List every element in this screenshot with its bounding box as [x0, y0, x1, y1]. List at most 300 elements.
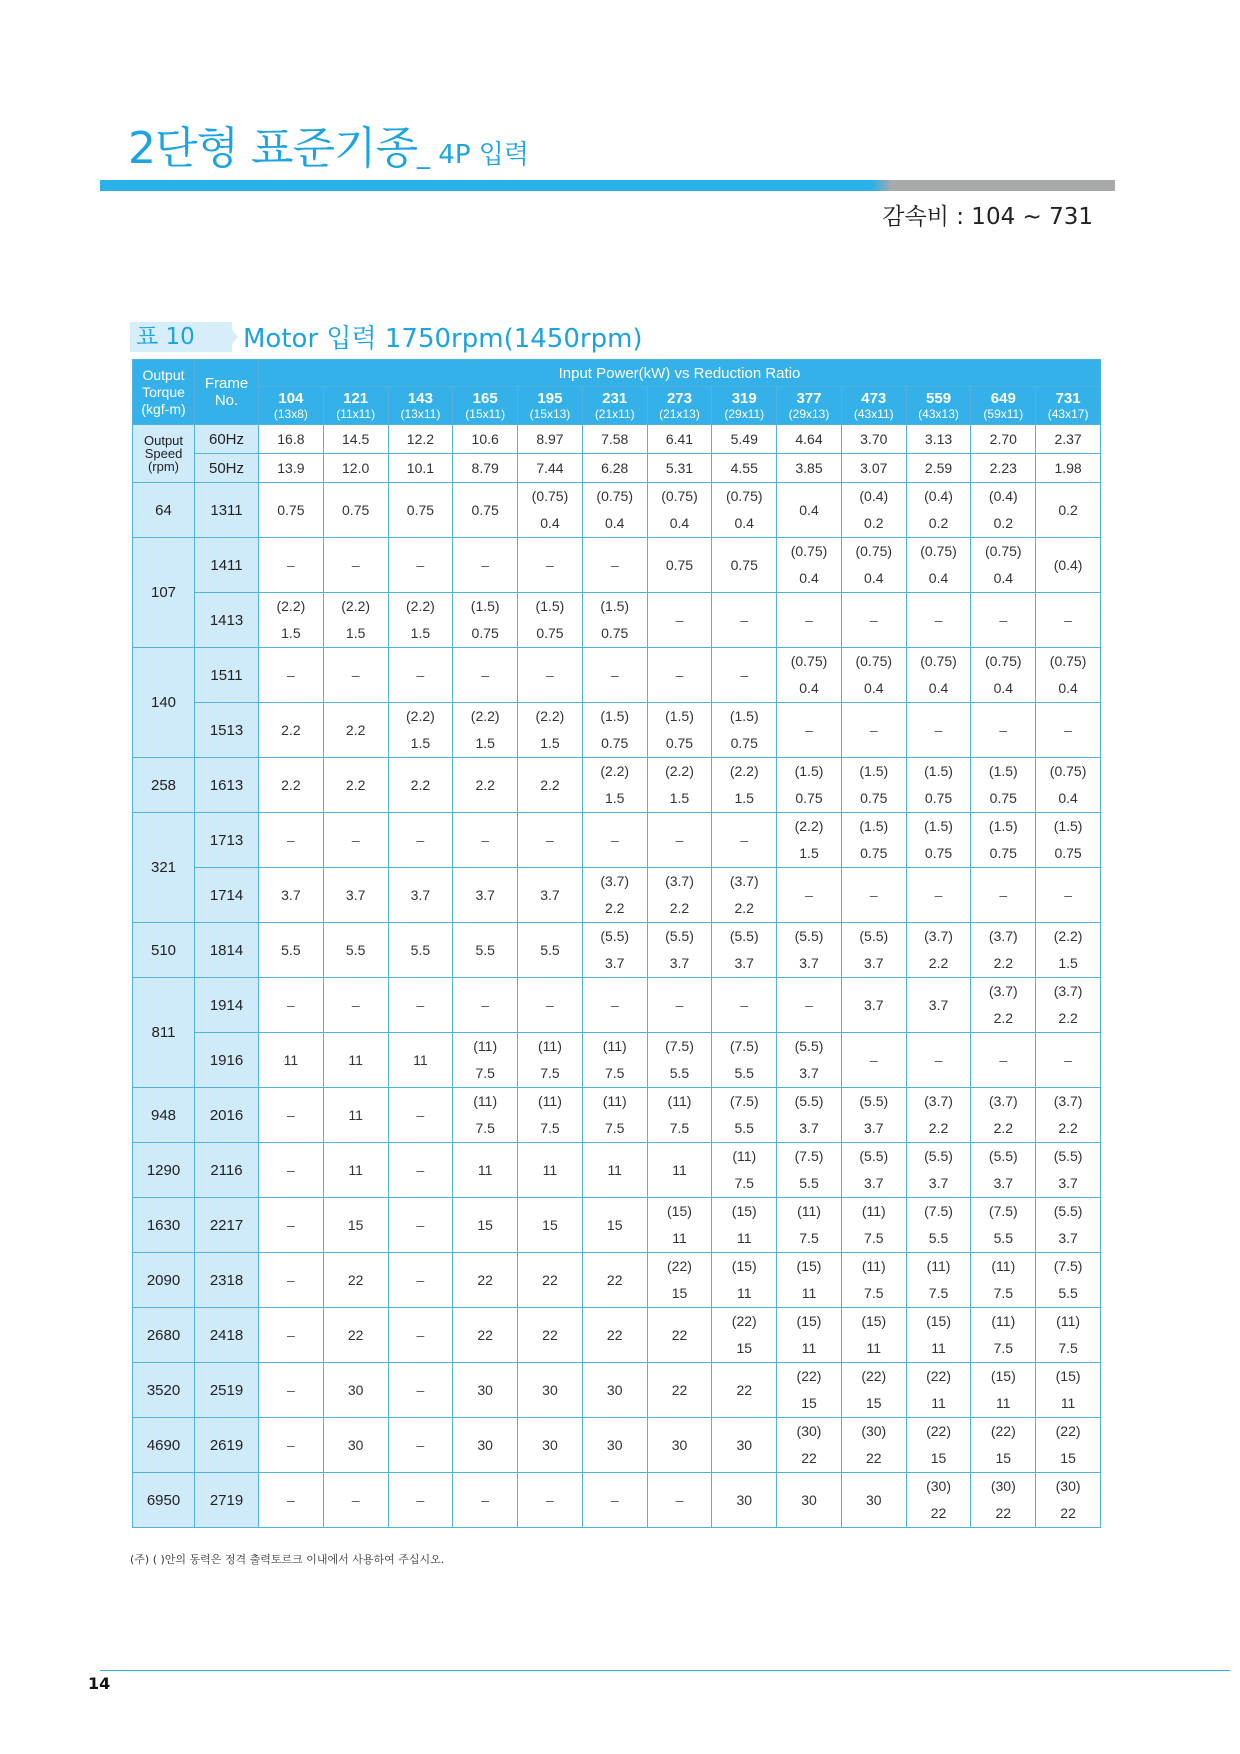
power-cell: [1036, 1473, 1101, 1528]
power-max-value: (2.2): [535, 708, 565, 724]
power-max-value: (0.75): [661, 488, 698, 504]
power-cell: [323, 538, 388, 593]
power-max-value: (22): [990, 1423, 1016, 1439]
power-cell: [259, 1363, 324, 1418]
power-cell: [453, 1418, 518, 1473]
power-cell: [777, 538, 842, 593]
power-cell: [971, 648, 1036, 703]
power-cell: [712, 483, 777, 538]
power-max-value: (0.75): [855, 653, 893, 669]
power-value: –: [1064, 887, 1072, 903]
power-max-value: (1.5): [729, 708, 759, 724]
power-cell: [388, 593, 453, 648]
power-value: 0.4: [928, 680, 949, 696]
power-value: 0.75: [924, 790, 953, 806]
power-max-value: (7.5): [1053, 1258, 1083, 1274]
power-value: –: [869, 612, 878, 628]
power-value: –: [481, 832, 490, 848]
power-value: –: [869, 887, 878, 903]
power-value: 15: [477, 1217, 493, 1233]
table-row: [133, 1198, 1101, 1253]
power-cell: [906, 978, 971, 1033]
ratio-value: 731: [1055, 390, 1081, 407]
power-max-value: (22): [926, 1423, 951, 1439]
speed-cell: 3.85: [777, 454, 842, 483]
power-cell: [712, 1198, 777, 1253]
frame-cell: 1914: [195, 978, 259, 1033]
power-value: 30: [606, 1437, 623, 1453]
power-cell: [453, 648, 518, 703]
power-max-value: (30): [926, 1478, 951, 1494]
power-value: 11: [348, 1162, 363, 1178]
power-cell: [906, 1473, 971, 1528]
power-value: 15: [801, 1395, 817, 1411]
power-value: 2.2: [993, 955, 1014, 971]
power-max-value: (3.7): [1053, 983, 1083, 999]
power-max-value: (0.75): [920, 653, 957, 669]
power-cell: [777, 978, 842, 1033]
page-title-main: 2단형 표준기종: [128, 123, 418, 174]
ratio-value: 473: [861, 390, 887, 407]
power-cell: [518, 1308, 583, 1363]
power-cell: [259, 1473, 324, 1528]
power-value: 3.7: [864, 1120, 884, 1136]
ratio-header: [323, 387, 388, 425]
power-value: 0.2: [864, 515, 884, 531]
power-cell: [971, 923, 1036, 978]
power-value: –: [416, 997, 425, 1013]
power-cell: [259, 758, 324, 813]
power-cell: [1036, 813, 1101, 868]
power-value: –: [546, 557, 554, 573]
power-cell: [777, 868, 842, 923]
page-title-sub: _ 4P 입력: [417, 140, 529, 170]
power-value: 0.4: [864, 570, 884, 586]
power-value: –: [351, 997, 360, 1013]
power-max-value: (0.75): [725, 488, 763, 504]
power-value: 2.2: [345, 777, 366, 793]
frequency-label: 60Hz: [195, 425, 259, 454]
power-value: –: [546, 832, 554, 848]
power-max-value: (1.5): [535, 598, 565, 614]
power-cell: [906, 1363, 971, 1418]
power-max-value: (11): [732, 1148, 757, 1164]
power-value: –: [416, 557, 425, 573]
power-max-value: (22): [667, 1258, 692, 1274]
power-cell: [388, 1253, 453, 1308]
speed-label: Output Speed (rpm): [133, 425, 195, 483]
power-value: 11: [672, 1230, 687, 1246]
power-value: 0.4: [734, 515, 754, 531]
power-value: –: [481, 1492, 490, 1508]
power-value: –: [869, 722, 878, 738]
power-value: 11: [801, 1285, 817, 1301]
power-cell: [582, 978, 647, 1033]
speed-cell: 3.07: [841, 454, 906, 483]
power-cell: [388, 1143, 453, 1198]
power-value: 2.2: [993, 1120, 1014, 1136]
power-value: –: [740, 612, 749, 628]
ratio-value: 104: [278, 390, 304, 407]
power-cell: [712, 1308, 777, 1363]
power-value: –: [999, 1052, 1008, 1068]
power-cell: [259, 483, 324, 538]
power-value: 0.4: [540, 515, 560, 531]
power-cell: [777, 1418, 842, 1473]
power-cell: [518, 1418, 583, 1473]
speed-cell: 12.2: [388, 425, 453, 454]
speed-cell: 10.6: [453, 425, 518, 454]
gear-combination: (43x11): [853, 407, 894, 421]
speed-cell: 7.58: [582, 425, 647, 454]
power-value: 22: [347, 1272, 364, 1288]
power-cell: [453, 1198, 518, 1253]
power-value: 0.75: [795, 790, 823, 806]
power-cell: [323, 868, 388, 923]
power-cell: [323, 978, 388, 1033]
power-value: 3.7: [669, 955, 690, 971]
power-value: –: [999, 887, 1008, 903]
power-value: 3.7: [281, 887, 301, 903]
power-value: 3.7: [1058, 1230, 1078, 1246]
power-value: 2.2: [993, 1010, 1014, 1026]
torque-cell: 2680: [133, 1308, 195, 1363]
power-cell: [777, 813, 842, 868]
frame-cell: 2619: [195, 1418, 259, 1473]
power-max-value: (2.2): [794, 818, 824, 834]
power-value: –: [675, 667, 684, 683]
power-value: 0.75: [665, 557, 694, 573]
power-value: 3.7: [540, 887, 560, 903]
power-max-value: (0.4): [924, 488, 953, 504]
power-value: 5.5: [345, 942, 366, 958]
power-value: 22: [671, 1382, 688, 1398]
power-value: 0.75: [1054, 845, 1082, 861]
power-cell: [841, 978, 906, 1033]
power-cell: [841, 483, 906, 538]
power-cell: [323, 1033, 388, 1088]
power-cell: [259, 923, 324, 978]
power-max-value: (1.5): [470, 598, 500, 614]
page-number: 14: [88, 1674, 111, 1693]
power-value: (0.4): [1053, 557, 1083, 573]
power-max-value: (2.2): [729, 763, 759, 779]
power-value: 30: [347, 1437, 364, 1453]
title-underline: [100, 180, 1115, 191]
speed-row: [133, 425, 1101, 454]
power-value: 1.5: [604, 790, 625, 806]
power-value: 5.5: [928, 1230, 949, 1246]
table-row: [133, 1143, 1101, 1198]
power-cell: [388, 1418, 453, 1473]
power-cell: [906, 648, 971, 703]
power-value: 2.2: [1058, 1120, 1078, 1136]
power-cell: [388, 923, 453, 978]
frame-cell: 2016: [195, 1088, 259, 1143]
power-cell: [388, 1198, 453, 1253]
power-cell: [971, 978, 1036, 1033]
power-cell: [582, 593, 647, 648]
power-cell: [582, 1253, 647, 1308]
power-cell: [582, 1473, 647, 1528]
power-max-value: (15): [796, 1313, 822, 1329]
torque-cell: 4690: [133, 1418, 195, 1473]
table-row: [133, 1363, 1101, 1418]
power-cell: [647, 1308, 712, 1363]
torque-cell: 140: [133, 648, 195, 758]
table-row: [133, 813, 1101, 868]
power-value: 2.2: [604, 900, 625, 916]
power-max-value: (7.5): [988, 1203, 1018, 1219]
power-value: 2.2: [410, 777, 431, 793]
power-value: 0.2: [1058, 502, 1078, 518]
power-cell: [1036, 703, 1101, 758]
power-value: –: [1064, 722, 1072, 738]
power-cell: [518, 483, 583, 538]
power-value: –: [416, 1382, 425, 1398]
footnote: (주) ( )안의 동력은 정격 출력토르크 이내에서 사용하여 주십시오.: [130, 1553, 445, 1566]
power-value: 15: [995, 1450, 1012, 1466]
power-value: –: [351, 557, 360, 573]
power-cell: [518, 703, 583, 758]
frame-cell: 1411: [195, 538, 259, 593]
gear-combination: (29x11): [724, 407, 765, 421]
power-max-value: (2.2): [276, 598, 306, 614]
power-max-value: (2.2): [600, 763, 630, 779]
power-cell: [323, 758, 388, 813]
power-value: –: [610, 667, 619, 683]
power-value: 0.4: [928, 570, 949, 586]
power-value: –: [286, 1217, 295, 1233]
power-value: –: [610, 1492, 619, 1508]
power-cell: [971, 1253, 1036, 1308]
power-cell: [1036, 868, 1101, 923]
power-value: 30: [865, 1492, 882, 1508]
power-value: –: [740, 997, 749, 1013]
power-value: 0.75: [924, 845, 953, 861]
table-row: [133, 923, 1101, 978]
power-cell: [323, 1418, 388, 1473]
ratio-header: [906, 387, 971, 425]
power-value: 22: [671, 1327, 688, 1343]
ratio-value: 649: [990, 390, 1016, 407]
power-value: 15: [671, 1285, 688, 1301]
power-cell: [582, 483, 647, 538]
power-value: 3.7: [410, 887, 431, 903]
power-value: 2.2: [281, 722, 301, 738]
power-value: –: [481, 557, 490, 573]
speed-cell: 2.37: [1036, 425, 1101, 454]
power-max-value: (5.5): [1053, 1148, 1083, 1164]
power-max-value: (11): [538, 1093, 562, 1109]
power-value: 7.5: [993, 1340, 1014, 1356]
power-max-value: (11): [797, 1203, 821, 1219]
power-cell: [323, 648, 388, 703]
power-cell: [647, 1088, 712, 1143]
power-value: 22: [865, 1450, 882, 1466]
power-value: –: [286, 832, 295, 848]
frame-cell: 1311: [195, 483, 259, 538]
power-cell: [777, 1088, 842, 1143]
power-value: 15: [347, 1217, 364, 1233]
power-value: –: [740, 832, 749, 848]
power-cell: [518, 1363, 583, 1418]
power-cell: [712, 923, 777, 978]
table-caption: Motor 입력 1750rpm(1450rpm): [243, 324, 643, 354]
power-cell: [647, 483, 712, 538]
ratio-header: [841, 387, 906, 425]
table-row: [133, 758, 1101, 813]
power-cell: [906, 703, 971, 758]
power-cell: [259, 1198, 324, 1253]
power-value: 0.75: [536, 625, 564, 641]
power-max-value: (0.75): [1049, 653, 1087, 669]
power-value: 11: [607, 1162, 622, 1178]
speed-cell: 13.9: [259, 454, 324, 483]
power-max-value: (3.7): [988, 1093, 1018, 1109]
power-cell: [647, 703, 712, 758]
frame-cell: 1413: [195, 593, 259, 648]
power-value: 1.5: [475, 735, 495, 751]
power-value: –: [416, 667, 425, 683]
power-cell: [1036, 1418, 1101, 1473]
power-value: 5.5: [540, 942, 560, 958]
power-cell: [971, 813, 1036, 868]
power-cell: [582, 868, 647, 923]
power-value: 30: [801, 1492, 817, 1508]
power-cell: [906, 868, 971, 923]
power-cell: [906, 1088, 971, 1143]
speed-cell: 16.8: [259, 425, 324, 454]
ratio-value: 377: [796, 390, 822, 407]
power-value: 2.2: [928, 1120, 949, 1136]
power-max-value: (11): [991, 1258, 1016, 1274]
power-value: 30: [671, 1437, 688, 1453]
frame-cell: 1613: [195, 758, 259, 813]
power-cell: [518, 1198, 583, 1253]
power-value: –: [286, 1162, 295, 1178]
power-value: 3.7: [928, 997, 949, 1013]
frame-cell: 1713: [195, 813, 259, 868]
power-cell: [712, 1363, 777, 1418]
power-value: 3.7: [864, 955, 884, 971]
power-value: 2.2: [540, 777, 560, 793]
power-value: 0.75: [730, 735, 758, 751]
power-max-value: (15): [990, 1368, 1016, 1384]
power-max-value: (11): [991, 1313, 1016, 1329]
power-cell: [323, 593, 388, 648]
table-row: [133, 593, 1101, 648]
power-cell: [971, 1308, 1036, 1363]
power-value: –: [416, 1437, 425, 1453]
power-cell: [518, 868, 583, 923]
power-value: –: [481, 667, 490, 683]
power-value: 3.7: [1058, 1175, 1078, 1191]
power-value: 0.4: [669, 515, 690, 531]
power-max-value: (11): [473, 1038, 498, 1054]
power-cell: [647, 1363, 712, 1418]
power-value: 30: [736, 1492, 753, 1508]
power-max-value: (1.5): [600, 708, 630, 724]
power-cell: [582, 813, 647, 868]
power-value: 2.2: [734, 900, 754, 916]
power-cell: [518, 593, 583, 648]
speed-cell: 8.97: [518, 425, 583, 454]
frame-cell: 2719: [195, 1473, 259, 1528]
power-value: 0.75: [277, 502, 305, 518]
power-cell: [971, 538, 1036, 593]
power-value: –: [286, 1272, 295, 1288]
power-cell: [712, 703, 777, 758]
ratio-value: 319: [731, 390, 757, 407]
power-value: 0.4: [1058, 790, 1078, 806]
power-cell: [582, 1198, 647, 1253]
power-value: 11: [477, 1162, 493, 1178]
frame-cell: 2116: [195, 1143, 259, 1198]
power-max-value: (0.75): [985, 653, 1022, 669]
power-cell: [841, 813, 906, 868]
power-value: 3.7: [799, 1065, 819, 1081]
speed-cell: 6.41: [647, 425, 712, 454]
gear-combination: (11x11): [336, 407, 376, 421]
power-cell: [259, 1308, 324, 1363]
power-value: 0.4: [993, 570, 1014, 586]
speed-cell: 5.49: [712, 425, 777, 454]
power-cell: [323, 1198, 388, 1253]
power-max-value: (1.5): [1053, 818, 1083, 834]
ratio-value: 121: [343, 390, 369, 407]
power-max-value: (1.5): [924, 818, 953, 834]
power-max-value: (5.5): [988, 1148, 1018, 1164]
power-cell: [777, 648, 842, 703]
speed-cell: 2.70: [971, 425, 1036, 454]
power-cell: [453, 1363, 518, 1418]
reduction-ratio-range: 감속비 : 104 ~ 731: [882, 204, 1093, 230]
power-cell: [841, 1143, 906, 1198]
power-cell: [712, 758, 777, 813]
torque-cell: 321: [133, 813, 195, 923]
torque-cell: 3520: [133, 1363, 195, 1418]
table-row: [133, 1418, 1101, 1473]
power-max-value: (3.7): [988, 928, 1018, 944]
power-cell: [906, 1143, 971, 1198]
power-cell: [841, 1253, 906, 1308]
power-cell: [1036, 648, 1101, 703]
power-max-value: (3.7): [924, 1093, 953, 1109]
frame-cell: 1916: [195, 1033, 259, 1088]
power-value: 22: [542, 1327, 558, 1343]
power-max-value: (11): [667, 1093, 692, 1109]
power-value: –: [740, 667, 749, 683]
power-cell: [259, 1033, 324, 1088]
power-cell: [582, 758, 647, 813]
power-value: 3.7: [864, 1175, 884, 1191]
power-max-value: (15): [861, 1313, 887, 1329]
power-value: 2.2: [475, 777, 495, 793]
speed-cell: 3.70: [841, 425, 906, 454]
power-value: –: [805, 722, 813, 738]
power-cell: [453, 483, 518, 538]
power-value: –: [610, 557, 619, 573]
power-cell: [323, 1308, 388, 1363]
power-value: 0.75: [471, 625, 499, 641]
power-value: 11: [348, 1052, 363, 1068]
power-value: 11: [801, 1340, 817, 1356]
page-title: [128, 112, 529, 176]
power-max-value: (11): [1056, 1313, 1081, 1329]
power-cell: [906, 483, 971, 538]
power-cell: [906, 1418, 971, 1473]
